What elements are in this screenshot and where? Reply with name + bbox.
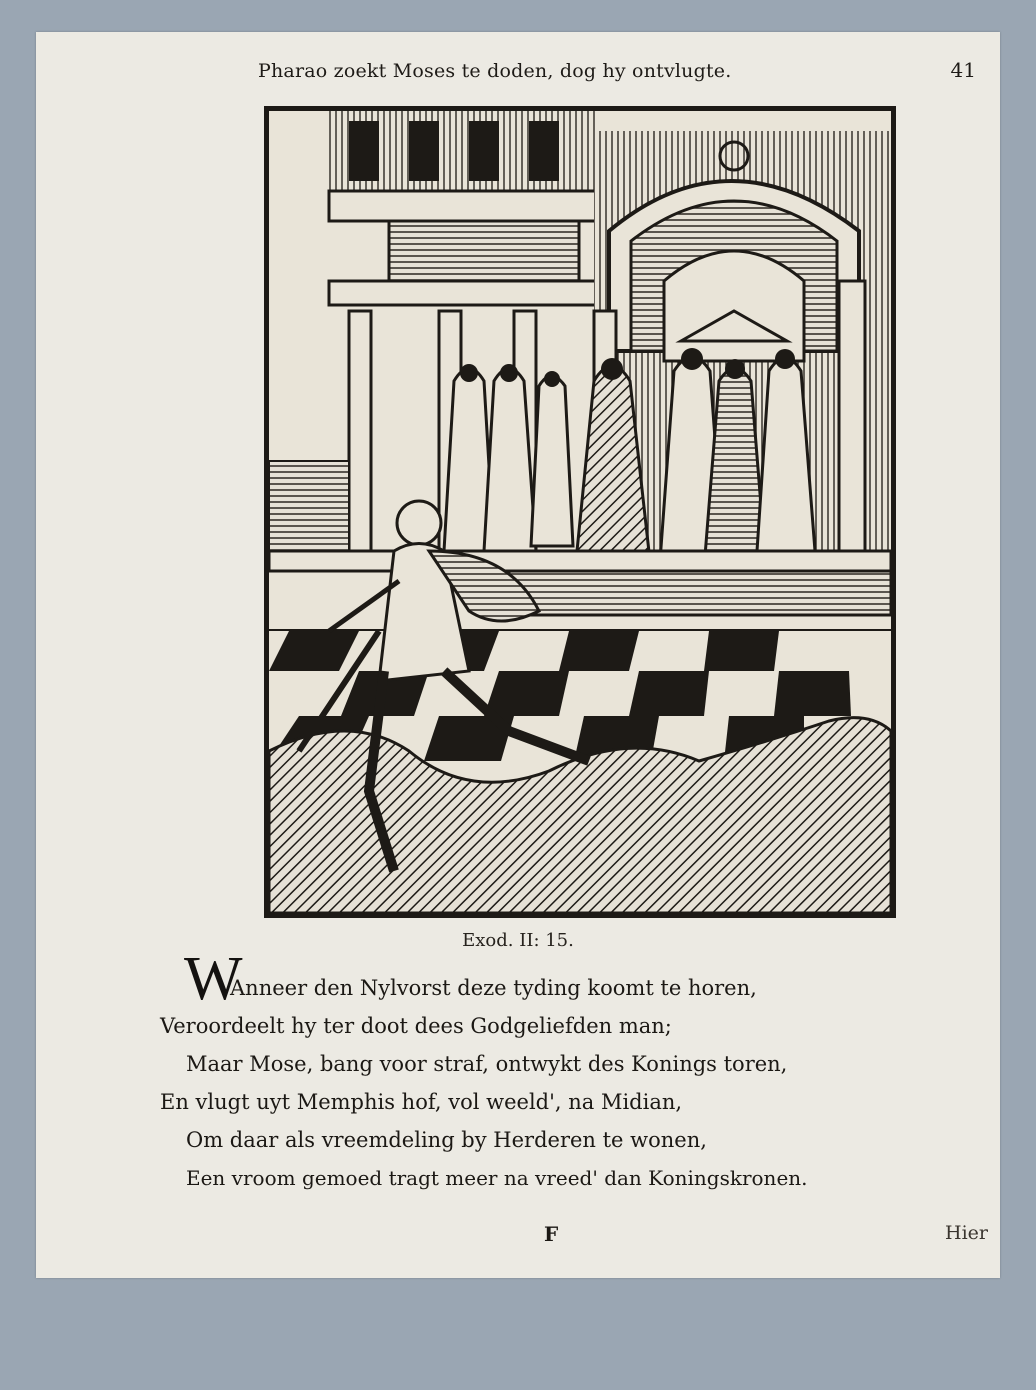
poem-line-3: Maar Mose, bang voor straf, ontwykt des Konings toren, <box>186 1052 788 1076</box>
poem-line-1: Anneer den Nylvorst deze tyding koomt te horen, <box>230 976 757 1000</box>
scripture-reference: Exod. II: 15. <box>462 930 574 951</box>
poem-line-6: Een vroom gemoed tragt meer na vreed' dan Koningskronen. <box>186 1166 808 1190</box>
poem-line-5: Om daar als vreemdeling by Herderen te wonen, <box>186 1128 707 1152</box>
page-title: Pharao zoekt Moses te doden, dog hy ontvlugte. <box>258 60 732 82</box>
poem-line-2: Veroordeelt hy ter doot dees Godgeliefden man; <box>160 1014 672 1038</box>
poem <box>36 942 1000 1202</box>
woodcut-illustration <box>264 106 896 918</box>
drop-cap: W <box>184 945 243 1013</box>
signature-mark: F <box>544 1222 559 1246</box>
woodcut-scene <box>269 111 891 913</box>
catchword: Hier <box>945 1222 988 1244</box>
page-number: 41 <box>950 58 976 82</box>
printed-page <box>36 32 1000 1278</box>
poem-line-4: En vlugt uyt Memphis hof, vol weeld', na Midian, <box>160 1090 683 1114</box>
page-header <box>36 56 1000 92</box>
